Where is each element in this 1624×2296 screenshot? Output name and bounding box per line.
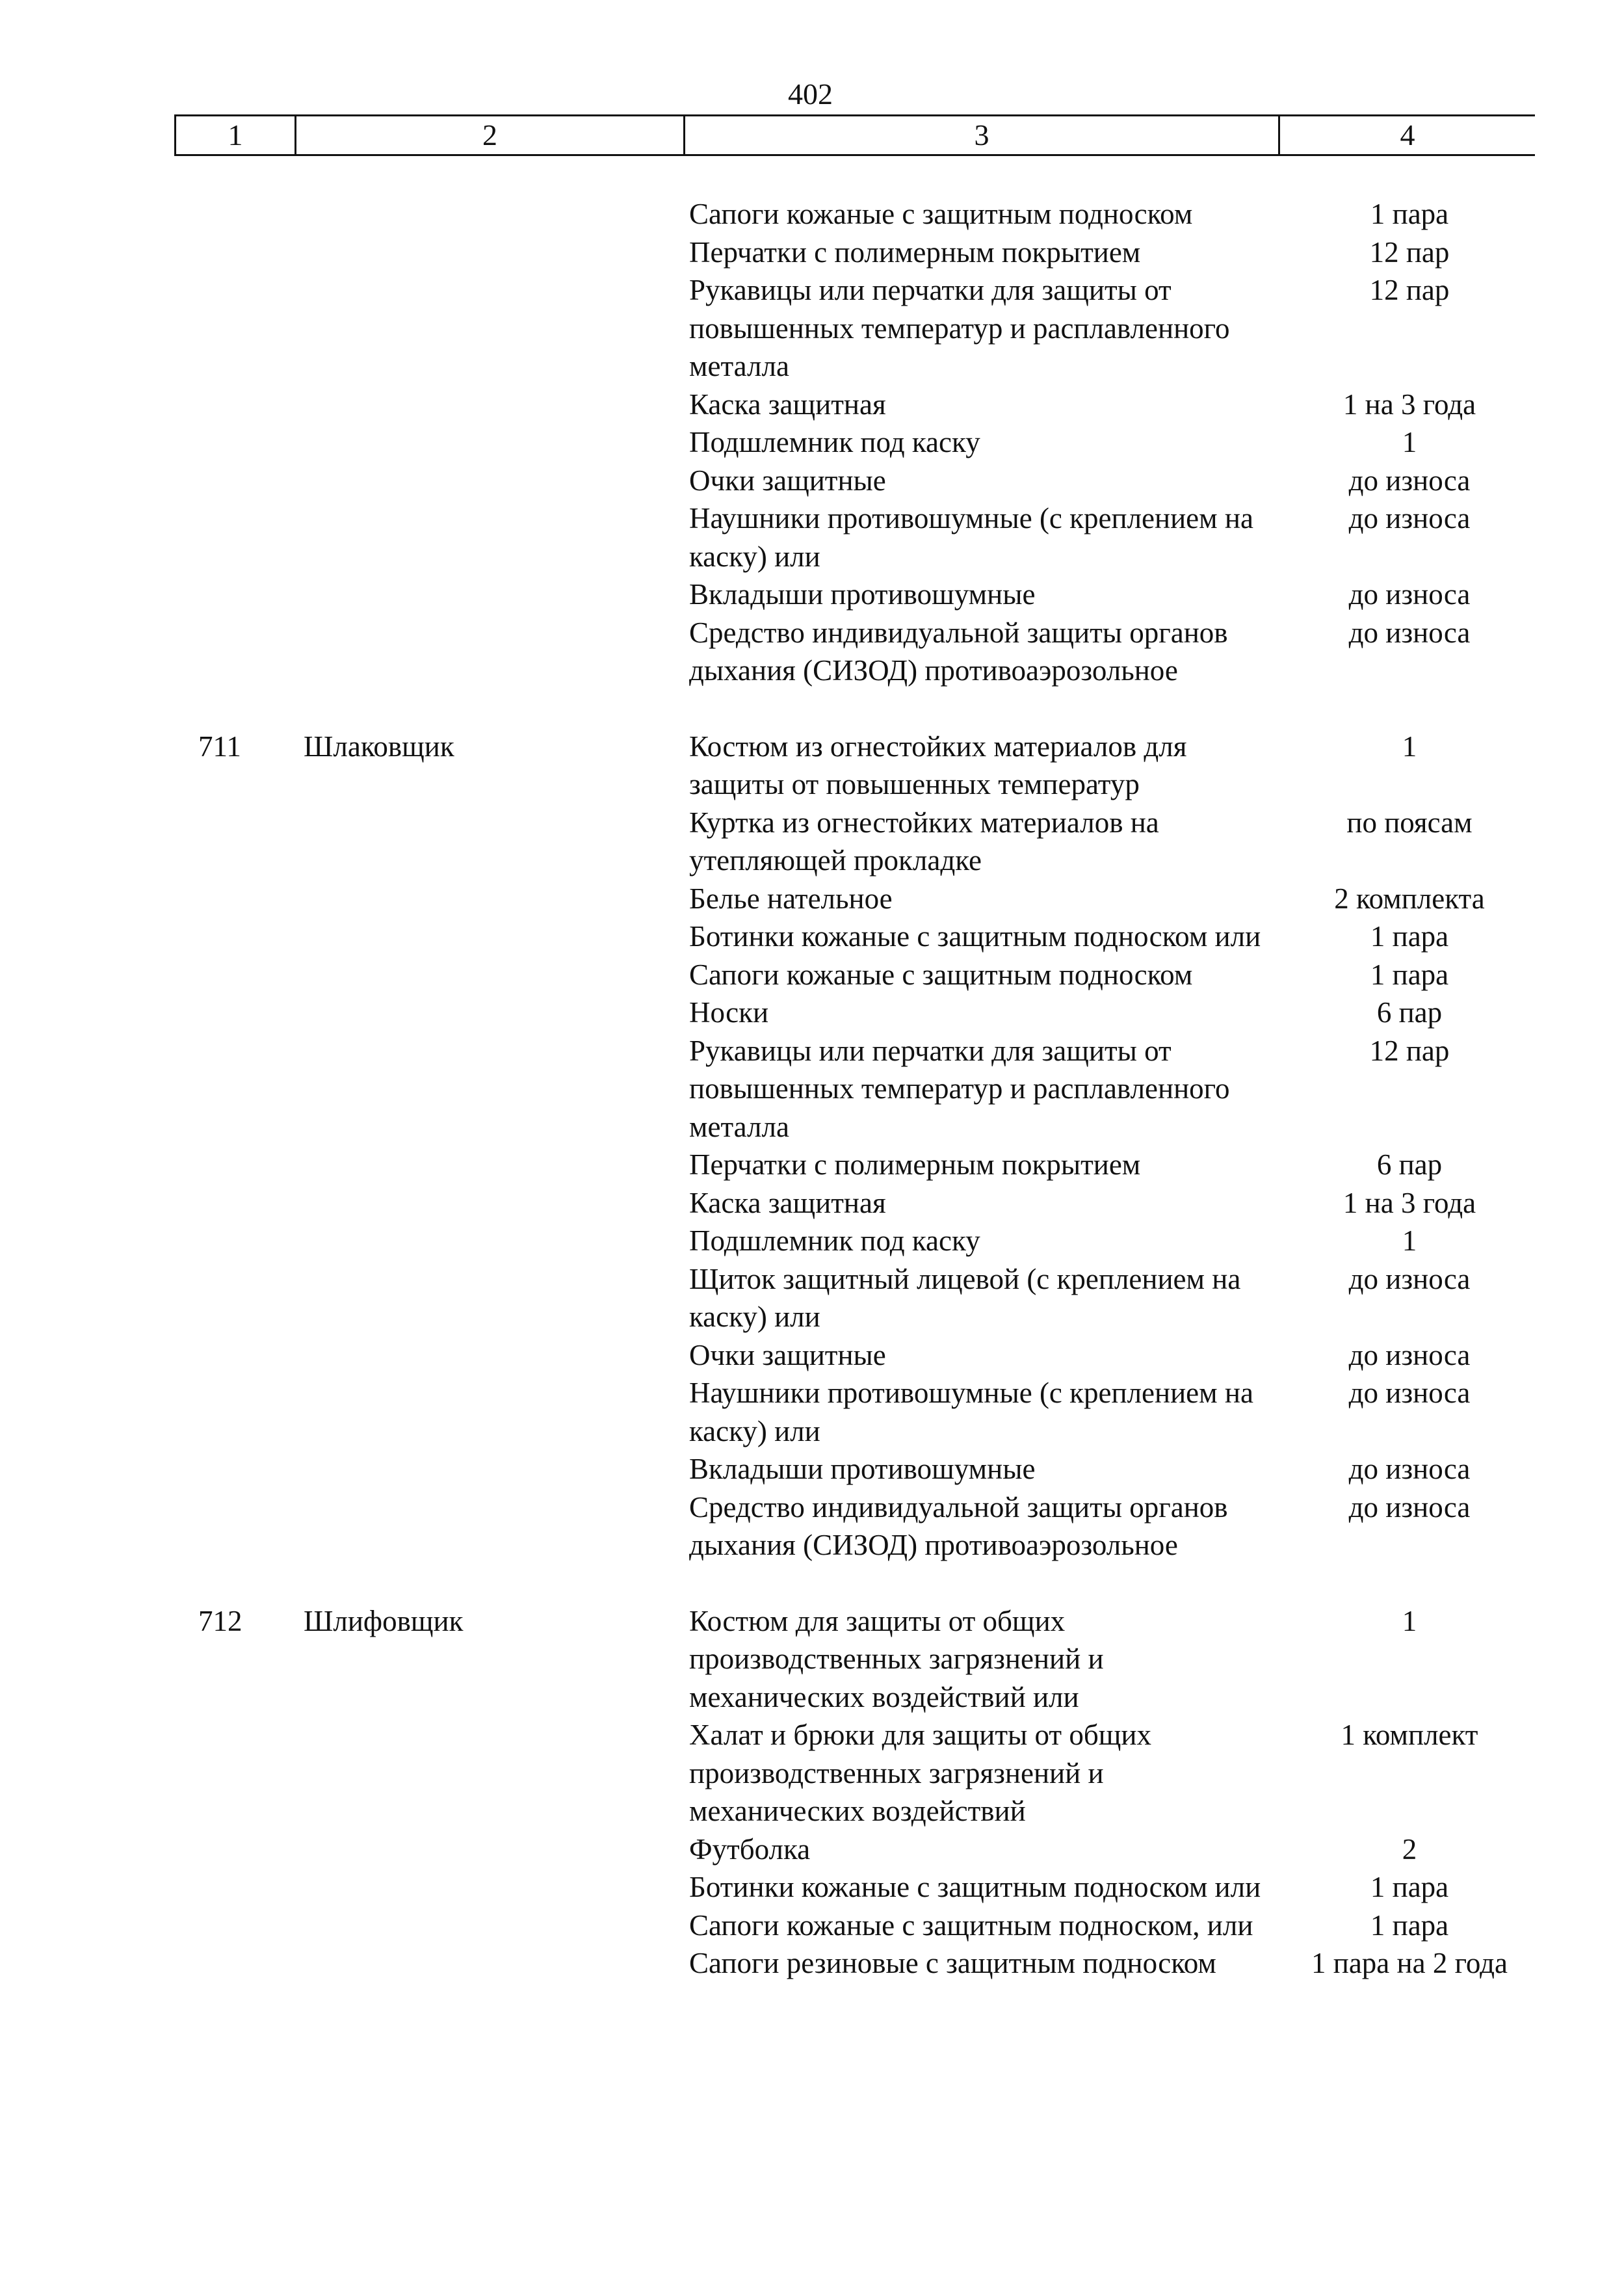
profession-block (0, 728, 1624, 1564)
ppe-item-quantity: до износа (1348, 1262, 1471, 1295)
ppe-item-name: Футболка (689, 1832, 811, 1866)
table-row (0, 804, 1624, 880)
ppe-item-name: Подшлемник под каску (689, 426, 980, 458)
table-row (0, 1868, 1624, 1907)
ppe-item-quantity: 2 (1402, 1832, 1417, 1866)
table-row (0, 1944, 1624, 1983)
ppe-item-quantity: 1 (1402, 1224, 1417, 1257)
profession-name: Шлифовщик (304, 1604, 464, 1637)
ppe-item-name: Ботинки кожаные с защитным подноском или (689, 920, 1261, 953)
table-row (0, 614, 1624, 690)
ppe-item-name: Халат и брюки для защиты от общих производственных загрязнений и механических воздействий (689, 1719, 1151, 1827)
ppe-item-quantity: 1 комплект (1341, 1719, 1478, 1751)
ppe-item-quantity: до износа (1348, 1377, 1471, 1409)
table-row (0, 195, 1624, 233)
row-number: 712 (198, 1604, 242, 1637)
ppe-item-quantity: 1 пара (1370, 920, 1449, 953)
table-row (0, 917, 1624, 956)
header-col-2: 2 (296, 116, 685, 154)
ppe-item-quantity: 1 на 3 года (1342, 388, 1476, 421)
ppe-item-quantity: 1 на 3 года (1342, 1186, 1476, 1219)
table-row (0, 1374, 1624, 1450)
profession-block (0, 195, 1624, 690)
table-row (0, 994, 1624, 1032)
table-row (0, 1830, 1624, 1869)
ppe-item-name: Наушники противошумные (с креплением на каску) или (689, 502, 1253, 573)
ppe-item-quantity: 1 пара на 2 года (1311, 1947, 1508, 1979)
ppe-item-quantity: до износа (1348, 578, 1471, 611)
ppe-item-name: Вкладыши противошумные (689, 1453, 1036, 1485)
table-row (0, 956, 1624, 994)
ppe-item-name: Щиток защитный лицевой (с креплением на каску) или (689, 1262, 1241, 1333)
ppe-item-quantity: до износа (1348, 1490, 1471, 1524)
table-row (0, 1222, 1624, 1260)
ppe-item-name: Наушники противошумные (с креплением на каску) или (689, 1377, 1253, 1447)
ppe-item-name: Куртка из огнестойких материалов на утепляющей прокладке (689, 806, 1159, 877)
ppe-item-quantity: 12 пар (1369, 274, 1450, 306)
ppe-item-name: Костюм для защиты от общих производственных загрязнений и механических воздействий или (689, 1604, 1104, 1713)
table-row (0, 1716, 1624, 1830)
ppe-item-quantity: 1 пара (1370, 1908, 1449, 1942)
table-body (0, 195, 1624, 1983)
ppe-item-quantity: 1 (1402, 1604, 1417, 1637)
ppe-item-name: Очки защитные (689, 1338, 886, 1371)
table-row (0, 1184, 1624, 1222)
profession-name: Шлаковщик (304, 730, 454, 763)
ppe-item-name: Сапоги кожаные с защитным подноском, или (689, 1908, 1253, 1942)
table-row (0, 1602, 1624, 1717)
row-number: 711 (198, 730, 241, 763)
ppe-item-name: Ботинки кожаные с защитным подноском или (689, 1871, 1261, 1903)
ppe-item-name: Сапоги резиновые с защитным подноском (689, 1947, 1216, 1979)
ppe-item-quantity: 6 пар (1376, 996, 1443, 1029)
ppe-item-name: Рукавицы или перчатки для защиты от повышенных температур и расплавленного металла (689, 274, 1230, 382)
ppe-item-name: Подшлемник под каску (689, 1224, 980, 1257)
ppe-item-quantity: 1 пара (1370, 1871, 1449, 1903)
table-row (0, 423, 1624, 462)
table-row (0, 728, 1624, 804)
ppe-item-quantity: до износа (1348, 1453, 1471, 1485)
header-col-1: 1 (176, 116, 296, 154)
table-row (0, 499, 1624, 575)
header-col-3: 3 (685, 116, 1280, 154)
table-row (0, 1260, 1624, 1336)
table-row (0, 271, 1624, 386)
table-row (0, 880, 1624, 918)
table-row (0, 1032, 1624, 1146)
table-row (0, 1336, 1624, 1375)
ppe-item-quantity: 1 (1402, 730, 1417, 763)
table-row (0, 233, 1624, 272)
ppe-item-name: Сапоги кожаные с защитным подноском (689, 958, 1193, 991)
ppe-item-quantity: 1 пара (1370, 198, 1449, 230)
table-row (0, 575, 1624, 614)
ppe-item-name: Белье нательное (689, 882, 893, 915)
ppe-item-quantity: 2 комплекта (1334, 882, 1485, 915)
ppe-item-name: Перчатки с полимерным покрытием (689, 235, 1141, 269)
ppe-item-quantity: 12 пар (1369, 235, 1450, 269)
table-row (0, 386, 1624, 424)
ppe-item-name: Рукавицы или перчатки для защиты от повышенных температур и расплавленного металла (689, 1034, 1230, 1143)
ppe-item-quantity: до износа (1348, 464, 1471, 497)
header-col-4: 4 (1400, 118, 1415, 152)
ppe-item-name: Вкладыши противошумные (689, 578, 1036, 611)
ppe-item-quantity: 6 пар (1376, 1148, 1443, 1181)
ppe-item-name: Очки защитные (689, 464, 886, 497)
table-row (0, 1450, 1624, 1488)
table-row (0, 1488, 1624, 1564)
table-row (0, 1146, 1624, 1184)
profession-block (0, 1602, 1624, 1983)
table-row (0, 1907, 1624, 1945)
ppe-item-name: Перчатки с полимерным покрытием (689, 1148, 1141, 1181)
ppe-item-name: Каска защитная (689, 1186, 886, 1219)
ppe-item-name: Носки (689, 996, 769, 1029)
table-row (0, 462, 1624, 500)
ppe-item-quantity: до износа (1348, 616, 1471, 649)
ppe-item-name: Сапоги кожаные с защитным подноском (689, 198, 1193, 230)
ppe-item-quantity: до износа (1348, 1338, 1471, 1371)
ppe-item-name: Костюм из огнестойких материалов для защиты от повышенных температур (689, 730, 1187, 800)
ppe-item-name: Средство индивидуальной защиты органов дыхания (СИЗОД) противоаэрозольное (689, 616, 1228, 687)
table-header (174, 114, 1535, 156)
ppe-item-quantity: по поясам (1346, 806, 1473, 839)
page-number-text: 402 (788, 77, 833, 111)
ppe-item-name: Средство индивидуальной защиты органов дыхания (СИЗОД) противоаэрозольное (689, 1490, 1228, 1561)
ppe-item-quantity: 1 (1402, 426, 1417, 458)
ppe-item-quantity: 12 пар (1369, 1034, 1450, 1067)
ppe-item-quantity: до износа (1348, 502, 1471, 534)
ppe-item-quantity: 1 пара (1370, 958, 1449, 991)
ppe-item-name: Каска защитная (689, 388, 886, 421)
